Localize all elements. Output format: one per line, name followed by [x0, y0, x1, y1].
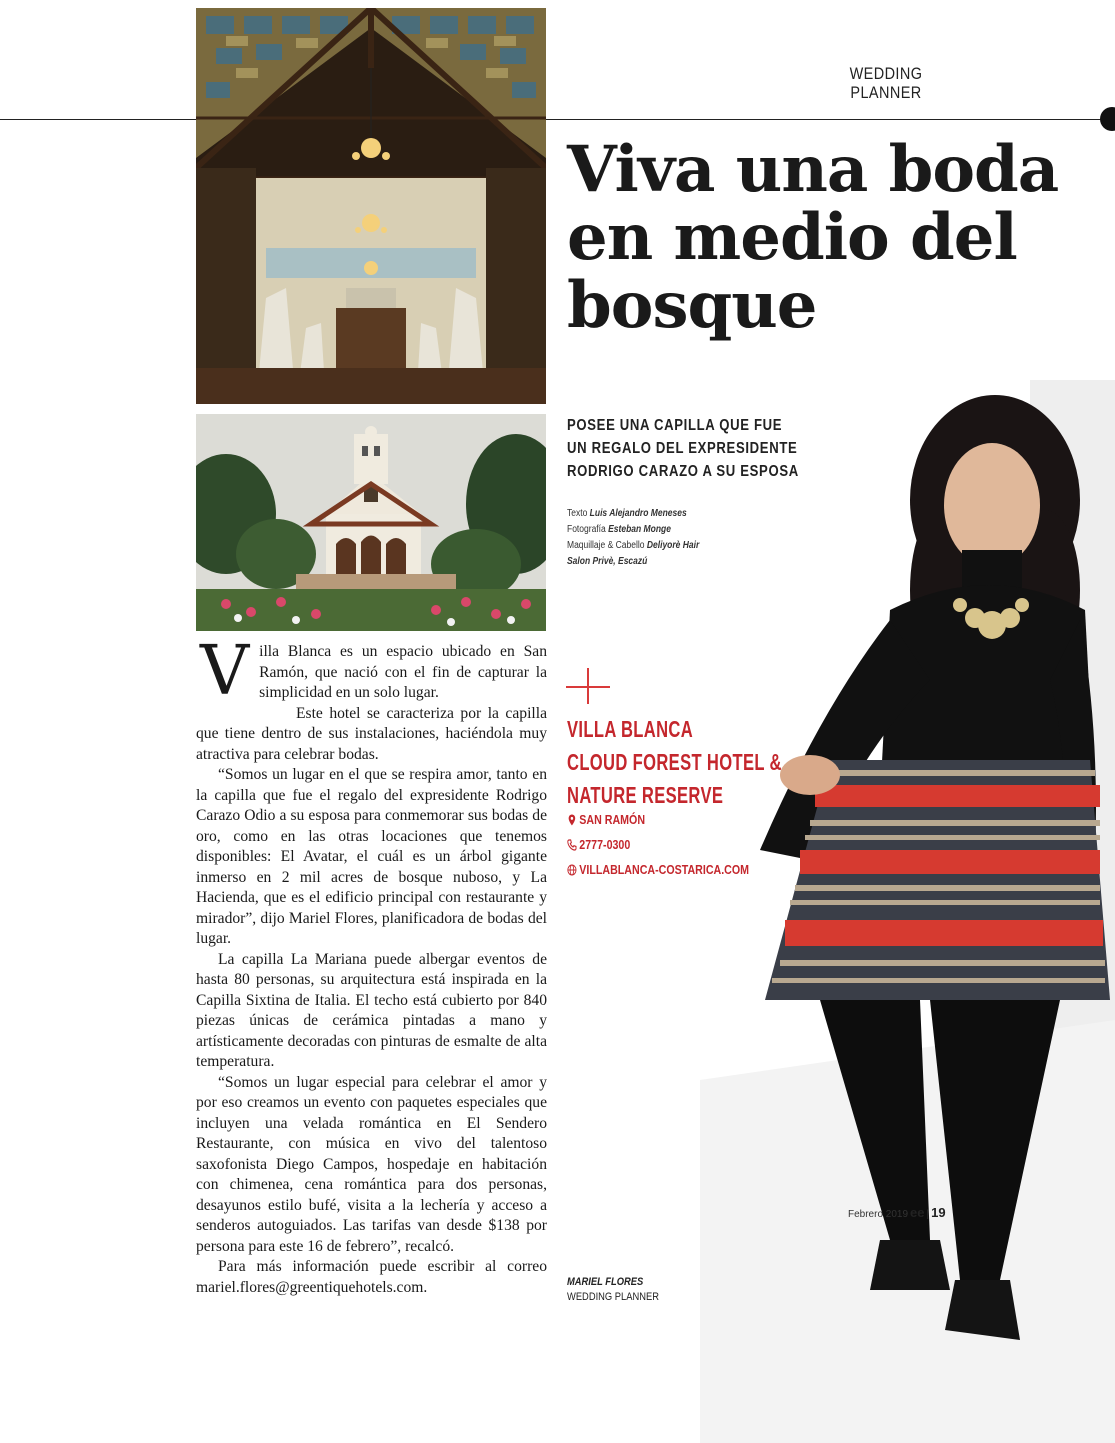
page-folio — [848, 1205, 946, 1220]
caption-name: MARIEL FLORES — [567, 1276, 644, 1288]
globe-icon — [567, 864, 577, 876]
section-label-line2: PLANNER — [850, 83, 922, 102]
article-title — [567, 132, 1107, 343]
hotel-website-link[interactable] — [567, 862, 749, 878]
article-p3: “Somos un lugar en el que se respira amor, tanto en la capilla que fue el regalo del expresidente Rodrigo Carazo Odio a su esposa para conmemorar sus bodas de oro, como en las otras locaciones que tenemos disponibles: El Avatar, el cuál es un árbol gigante inmerso en 2 mil acres de bosque nuboso, y La Hacienda, que es el edificio principal con restaurante y mirador”, dijo Mariel Flores, planificadora de bodas del lugar. — [196, 766, 547, 947]
credit-makeup-name2: Salon Privè, Escazú — [567, 556, 648, 567]
header-rule — [0, 119, 1104, 120]
portrait-photo — [700, 380, 1115, 1443]
title-line1: Viva una boda — [567, 132, 1059, 207]
credit-text-name: Luis Alejandro Meneses — [589, 508, 687, 519]
section-label — [844, 64, 929, 102]
hotel-name-line2: CLOUD FOREST HOTEL & — [567, 749, 782, 775]
credit-makeup-label: Maquillaje & Cabello — [567, 540, 645, 551]
cross-ornament-horizontal — [566, 686, 610, 688]
article-subtitle — [567, 414, 799, 483]
folio-magazine: ee — [910, 1205, 925, 1220]
hotel-location — [567, 812, 645, 828]
title-line3: bosque — [567, 268, 817, 343]
credit-photo-label: Fotografía — [567, 524, 606, 535]
credit-text-label: Texto — [567, 508, 588, 519]
hotel-phone[interactable] — [567, 837, 630, 853]
phone-icon — [567, 839, 577, 851]
article-body — [196, 632, 547, 1298]
article-p1: illa Blanca es un espacio ubicado en San Ramón, que nació con el fin de capturar la simplicidad en un solo lugar. — [259, 643, 547, 701]
drop-cap: V — [200, 632, 250, 711]
credit-text — [567, 506, 699, 522]
article-p5: “Somos un lugar especial para celebrar el amor y por eso creamos un evento con paquetes especiales que incluyen una velada romántica en El Sendero Restaurante, con música en vivo del talentoso saxofonista Diego Campos, hospedaje en habitación con chimenea, cena romántica para dos personas, desayunos estilo bufé, visita a la lechería y acceso a senderos autoguiados. Las tarifas van desde $138 por persona para este 16 de febrero”, recalcó. — [196, 1073, 547, 1255]
folio-page-number: 19 — [931, 1205, 946, 1220]
article-p6: Para más información puede escribir al correo mariel.flores@greentiquehotels.com. — [196, 1258, 547, 1296]
credit-makeup — [567, 538, 699, 554]
article-p4: La capilla La Mariana puede albergar eventos de hasta 80 personas, su arquitectura está inspirada en la Capilla Sixtina de Italia. El techo está cubierto por 840 piezas únicas de cerámica pintadas a mano y artísticamente decoradas con pinturas de esmalte de alta temperatura. — [196, 950, 547, 1070]
credit-photo-name: Esteban Monge — [608, 524, 671, 535]
header-dot — [1100, 107, 1115, 131]
section-label-line1: WEDDING — [849, 64, 923, 83]
title-line2: en medio del — [567, 200, 1017, 275]
credit-photo — [567, 522, 699, 538]
subtitle-line2: UN REGALO DEL EXPRESIDENTE — [567, 440, 798, 457]
hotel-name-line3: NATURE RESERVE — [567, 782, 724, 808]
hotel-name-line1: VILLA BLANCA — [567, 716, 694, 742]
chapel-exterior-photo — [196, 414, 546, 631]
hotel-location-text: SAN RAMÓN — [579, 812, 646, 827]
credit-makeup-name: Deliyorè Hair — [646, 540, 700, 551]
location-pin-icon — [567, 814, 577, 826]
subtitle-line1: POSEE UNA CAPILLA QUE FUE — [567, 417, 783, 434]
photo-caption — [567, 1275, 659, 1305]
article-p2: Este hotel se caracteriza por la capilla que tiene dentro de sus instalaciones, haciéndola muy atractiva para celebrar bodas. — [196, 704, 547, 763]
folio-date: Febrero 2019 — [848, 1209, 909, 1220]
credits — [567, 506, 699, 570]
hotel-name — [567, 713, 782, 812]
hotel-website-text: VILLABLANCA-COSTARICA.COM — [579, 862, 750, 877]
subtitle-line3: RODRIGO CARAZO A SU ESPOSA — [567, 463, 799, 480]
credit-makeup-2 — [567, 554, 699, 570]
hotel-phone-text: 2777-0300 — [579, 837, 631, 852]
caption-role: WEDDING PLANNER — [567, 1291, 659, 1303]
article-paragraph — [196, 632, 547, 711]
chapel-interior-photo — [196, 8, 546, 404]
folio-separator: | — [926, 1209, 930, 1220]
